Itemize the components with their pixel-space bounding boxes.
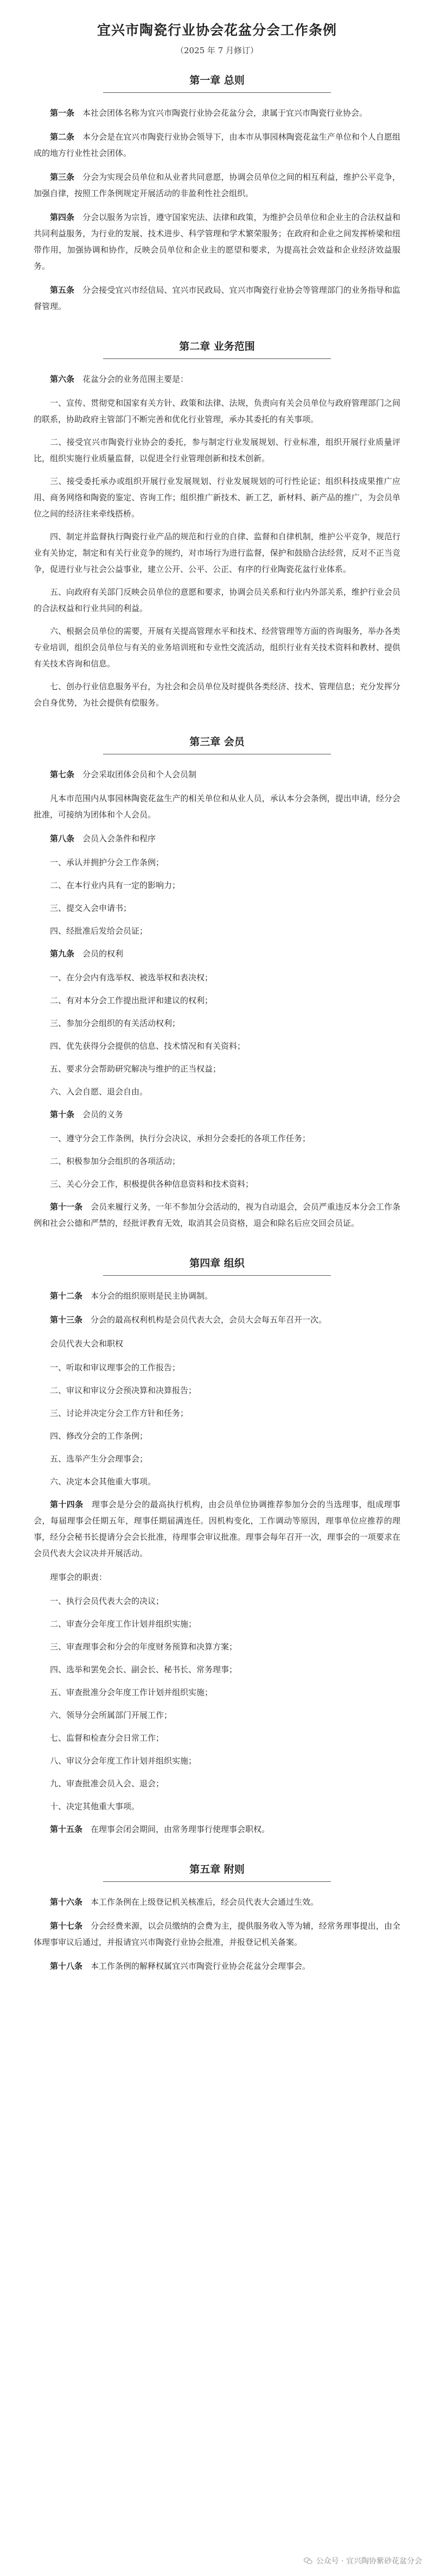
list-item: 十、决定其他重大事项。 <box>50 1802 140 1811</box>
article-text: 会员的权利 <box>82 949 124 959</box>
article-number: 第三条 <box>50 172 75 182</box>
list-item: 一、遵守分会工作条例，执行分会决议，承担分会委托的各项工作任务； <box>50 1133 311 1143</box>
article-text: 本分会是在宜兴市陶瓷行业协会领导下，由本市从事园林陶瓷花盆生产单位和个人自愿组成的地方行业性社会团体。 <box>34 132 400 158</box>
article-text: 会员入会条件和程序 <box>82 834 156 843</box>
article-paragraph <box>34 282 400 314</box>
article-paragraph <box>34 946 400 962</box>
article-paragraph <box>34 1821 400 1837</box>
chapter-divider <box>103 1275 331 1276</box>
list-item: 一、执行会员代表大会的决议； <box>50 1596 164 1606</box>
list-item: 四、优先获得分会提供的信息、技术情况和有关资料； <box>50 1041 246 1051</box>
article-text: 本分会的组织原则是民主协调制。 <box>91 1291 213 1301</box>
document-title: 宜兴市陶瓷行业协会花盆分会工作条例 <box>97 22 337 38</box>
article-number: 第六条 <box>50 374 75 384</box>
list-item: 一、承认并拥护分会工作条例； <box>50 858 164 867</box>
list-item: 三、讨论并决定分会工作方针和任务； <box>50 1408 189 1418</box>
article-number: 第十四条 <box>50 1500 84 1509</box>
list-item: 二、接受宜兴市陶瓷行业协会的委托，参与制定行业发展规划、行业标准，组织开展行业质量评比，组织实施行业质量监督，以促进全行业管理创新和技术创新。 <box>34 437 400 463</box>
article-text: 花盆分会的业务范围主要是： <box>82 374 189 384</box>
list-item: 七、监督和检查分会日常工作； <box>50 1733 164 1743</box>
article-number: 第十一条 <box>50 1202 83 1212</box>
article-paragraph <box>34 766 400 783</box>
article-paragraph <box>34 830 400 847</box>
article-paragraph <box>34 169 400 201</box>
chapters-container <box>34 56 400 1974</box>
list-item: 三、接受委托承办或组织开展行业发展规划、行业发展规划的可行性论证；组织科技成果推广应用、商务网络和陶瓷的鉴定、咨询工作；组织推广新技术、新工艺，新材料、新产品的推广，为会员单位之间的经济往来牵线搭桥。 <box>34 476 400 519</box>
wechat-icon <box>303 2556 313 2566</box>
article-text: 会员来履行义务，一年不参加分会活动的，视为自动退会，会员严重违反本分会工作条例和社会公德和严禁的，经批评教育无效，取消其会员资格，退会和除名后应交回会员证。 <box>34 1202 400 1228</box>
list-item: 二、有对本分会工作提出批评和建议的权利； <box>50 996 213 1005</box>
list-item: 六、领导分会所属部门开展工作； <box>50 1710 173 1720</box>
article-paragraph <box>34 129 400 161</box>
article-number: 第十六条 <box>50 1897 83 1907</box>
list-item: 八、审议分会年度工作计划并组织实施； <box>50 1756 197 1766</box>
article-number: 第十八条 <box>50 1961 83 1971</box>
article-paragraph <box>34 1288 400 1304</box>
chapter-divider <box>103 92 331 93</box>
article-paragraph <box>34 1496 400 1561</box>
article-number: 第十七条 <box>50 1921 83 1931</box>
article-number: 第五条 <box>50 285 75 295</box>
chapter-title: 第三章 会员 <box>189 736 245 748</box>
body-paragraph: 凡本市范围内从事园林陶瓷花盆生产的相关单位和从业人员，承认本分会条例，提出申请，经分会批准，可接纳为团体和个人会员。 <box>34 793 400 820</box>
list-item: 三、参加分会组织的有关活动权利； <box>50 1018 181 1028</box>
article-paragraph <box>34 105 400 121</box>
article-paragraph <box>34 1199 400 1231</box>
article-text: 会员的义务 <box>82 1110 124 1119</box>
article-paragraph <box>34 1918 400 1950</box>
article-number: 第七条 <box>50 770 75 779</box>
chapter-title: 第四章 组织 <box>189 1257 245 1269</box>
article-number: 第九条 <box>50 949 75 959</box>
article-paragraph <box>34 1958 400 1974</box>
list-item: 五、审查批准分会年度工作计划并组织实施； <box>50 1687 213 1697</box>
article-text: 分会的最高权利机构是会员代表大会，会员大会每五年召开一次。 <box>91 1315 327 1325</box>
article-text: 分会接受宜兴市经信局、宜兴市民政局、宜兴市陶瓷行业协会等管理部门的业务指导和监督管理。 <box>34 285 400 311</box>
article-text: 本工作条例的解释权属宜兴市陶瓷行业协会花盆分会理事会。 <box>91 1961 311 1971</box>
article-number: 第二条 <box>50 132 75 142</box>
list-item: 二、在本行业内具有一定的影响力； <box>50 880 181 890</box>
chapter-title: 第一章 总则 <box>189 74 245 86</box>
chapter-title: 第五章 附则 <box>189 1863 245 1875</box>
chapter-title: 第二章 业务范围 <box>179 341 255 352</box>
article-text: 分会经费来源，以会员缴纳的会费为主，提供服务收入等为辅，经常务理事提出，由全体理事审议后通过，并报请宜兴市陶瓷行业协会批准，并报登记机关备案。 <box>34 1921 400 1947</box>
list-item: 三、提交入会申请书； <box>50 903 132 913</box>
article-paragraph <box>34 209 400 274</box>
list-item: 三、关心分会工作，积极提供各种信息资料和技术资料； <box>50 1179 254 1189</box>
list-item: 五、要求分会帮助研究解决与维护的正当权益； <box>50 1064 221 1074</box>
chapter-divider <box>103 358 331 359</box>
body-paragraph: 会员代表大会和职权 <box>50 1339 124 1349</box>
list-item: 四、修改分会的工作条例； <box>50 1431 148 1441</box>
article-text: 在理事会闭会期间，由常务理事行使理事会职权。 <box>91 1824 270 1834</box>
article-text: 理事会是分会的最高执行机构，由会员单位协调推荐参加分会的当选理事，组成理事会，每届理事会任期五年，理事任期届满连任。因机构变化，工作调动等原因，理事单位应推荐的理事，经分会秘书长提请分会会长批准，待理事会审议批准。理事会每年召开一次，理事会的一项要求在会员代表大会议决并开展活动。 <box>34 1500 400 1558</box>
list-item: 二、审议和审议分会预决算和决算报告； <box>50 1385 197 1395</box>
article-number: 第十条 <box>50 1110 75 1119</box>
list-item: 一、宣传、贯彻党和国家有关方针、政策和法律、法规，负责向有关会员单位与政府管理部门之间的联系，协助政府主管部门不断完善和优化行业管理，承办其委托的有关事项。 <box>34 398 400 424</box>
list-item: 二、审查分会年度工作计划并组织实施； <box>50 1619 197 1629</box>
list-item: 二、积极参加分会组织的各项活动； <box>50 1156 181 1166</box>
list-item: 七、创办行业信息服务平台，为社会和会员单位及时提供各类经济、技术、管理信息；充分发挥分会自身优势，为社会提供有偿服务。 <box>34 682 400 708</box>
article-paragraph <box>34 371 400 387</box>
article-number: 第十三条 <box>50 1315 83 1325</box>
chapter-divider <box>103 1881 331 1882</box>
article-number: 第四条 <box>50 212 75 222</box>
article-text: 本工作条例在上级登记机关核准后，经会员代表大会通过生效。 <box>91 1897 319 1907</box>
list-item: 一、听取和审议理事会的工作报告； <box>50 1363 181 1372</box>
list-item: 六、入会自愿、退会自由。 <box>50 1087 148 1097</box>
article-paragraph <box>34 1894 400 1910</box>
list-item: 四、制定并监督执行陶瓷行业产品的规范和行业的自律、监督和自律机制，维护公平竞争，规范行业有关协定，制定和有关行业竞争的规约，对市场行为进行监督，保护和鼓励合法经营，反对不正当竞争，促进行业与社会公益事业，建立公开、公平、公正、有序的行业陶瓷花盆行业体系。 <box>34 532 400 574</box>
list-item: 九、审查批准会员入会、退会； <box>50 1779 164 1788</box>
article-number: 第十二条 <box>50 1291 83 1301</box>
list-item: 五、向政府有关部门反映会员单位的意愿和要求，协调会员关系和行业内外部关系，维护行业会员的合法权益和行业共同的利益。 <box>34 587 400 613</box>
list-item: 六、决定本会其他重大事项。 <box>50 1477 156 1487</box>
list-item: 四、经批准后发给会员证； <box>50 926 148 936</box>
document-revision: （2025 年 7 月修订） <box>175 46 259 55</box>
article-text: 分会采取团体会员和个人会员制 <box>82 770 197 779</box>
article-text: 分会为实现会员单位和从业者共同意愿，协调会员单位之间的相互利益，维护公平竞争，加强自律，按照工作条例规定开展活动的非盈利性社会组织。 <box>34 172 400 198</box>
list-item: 三、审查理事会和分会的年度财务预算和决算方案； <box>50 1642 238 1652</box>
article-paragraph <box>34 1106 400 1123</box>
article-paragraph <box>34 1312 400 1328</box>
wechat-watermark <box>303 2555 422 2566</box>
article-text: 分会以服务为宗旨，遵守国家宪法、法律和政策，为维护会员单位和企业主的合法权益和共同利益服务，为行业的发展、技术进步、科学管理和学术繁荣服务；在政府和企业之间发挥桥梁和纽带作用，加强协调和协作，反映会员单位和企业主的愿望和要求，为提高社会效益和企业经济效益服务。 <box>34 212 400 271</box>
body-paragraph: 理事会的职责： <box>50 1572 107 1582</box>
article-number: 第八条 <box>50 834 75 843</box>
article-text: 本社会团体名称为宜兴市陶瓷行业协会花盆分会，隶属于宜兴市陶瓷行业协会。 <box>82 108 368 118</box>
list-item: 六、根据会员单位的需要，开展有关提高管理水平和技术、经营管理等方面的咨询服务，举办各类专业培训，组织会员单位与有关的业务培训班和专业性交流活动，组织行业有关技术资料和教材、提供有关技术咨询和信息。 <box>34 626 400 669</box>
list-item: 五、选举产生分会理事会； <box>50 1454 148 1464</box>
list-item: 一、在分会内有选举权、被选举权和表决权； <box>50 973 213 982</box>
article-number: 第十五条 <box>50 1824 83 1834</box>
article-number: 第一条 <box>50 108 75 118</box>
watermark-text: 公众号 · 宜兴陶协紫砂花盆分会 <box>316 2557 422 2566</box>
list-item: 四、选举和罢免会长、副会长、秘书长、常务理事； <box>50 1665 238 1674</box>
